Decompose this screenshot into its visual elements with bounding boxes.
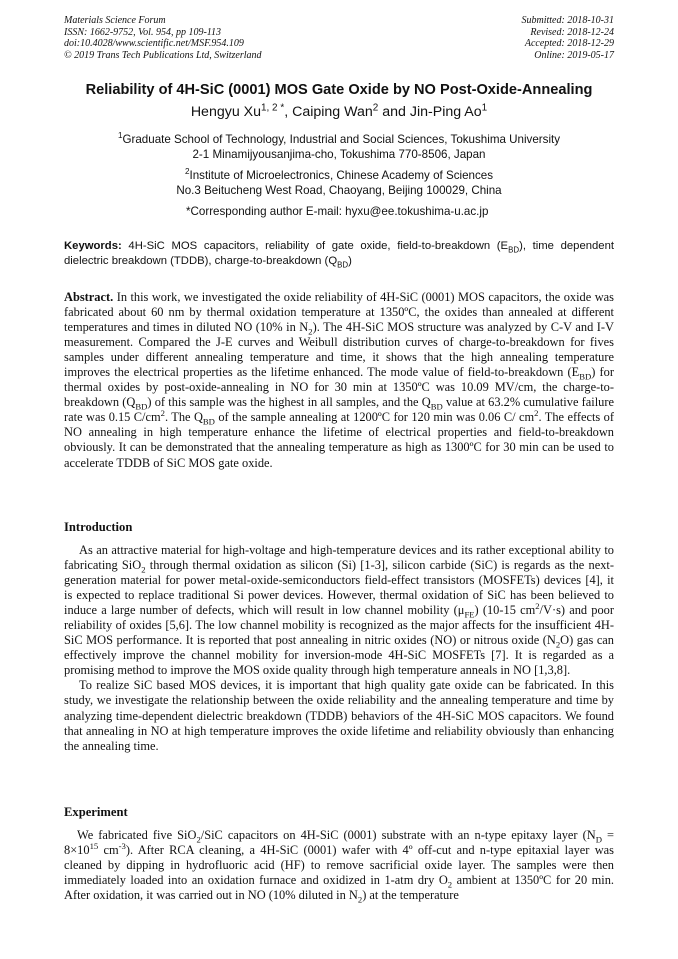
abstract-label: Abstract.: [64, 290, 114, 304]
keywords-text: 4H-SiC MOS capacitors, reliability of gate oxide, field-to-breakdown (E: [121, 240, 509, 252]
online-date: Online: 2019-05-17: [534, 49, 614, 61]
section-heading-experiment: Experiment: [64, 805, 128, 819]
abstract-text: of the sample annealing at 1200ºC for 120 min was 0.06 C/ cm: [214, 410, 535, 425]
affiliation-address: 2-1 Minamijyousanjima-cho, Tokushima 770-8506, Japan: [192, 148, 486, 161]
revised-date: Revised: 2018-12-24: [530, 26, 614, 38]
superscript: 2: [160, 408, 165, 419]
paragraph-text: As an attractive material for high-voltage and high-temperature devices and its rather exceptional ability to fabricating SiO: [64, 543, 614, 573]
subscript: BD: [430, 401, 443, 412]
accepted-date: Accepted: 2018-12-29: [524, 38, 614, 50]
subscript: BD: [508, 245, 520, 255]
paragraph-text: ). After RCA cleaning, a 4H-SiC (0001) wafer with 4º off-cut and n-type epitaxial layer was cleaned by dipping in hydrofluoric acid (HF) to remove sacrificial oxide layer. The samples were then immediately loaded into an oxidation furnace and oxidized in 1-atm dry O: [64, 843, 614, 888]
subscript: 2: [308, 326, 313, 337]
paragraph: [64, 828, 614, 903]
paragraph-text: /SiC capacitors on 4H-SiC (0001) substrate with an n-type epitaxy layer (N: [200, 828, 596, 842]
author-list: [0, 104, 678, 120]
copyright-line: © 2019 Trans Tech Publications Ltd, Switzerland: [64, 49, 262, 61]
abstract-block: [64, 290, 614, 471]
subscript: BD: [579, 371, 592, 382]
issn-line: ISSN: 1662-9752, Vol. 954, pp 109-113: [64, 26, 222, 38]
author-affiliation-mark: 1: [481, 102, 488, 114]
paragraph: To realize SiC based MOS devices, it is important that high quality gate oxide can be fabricated. In this study, we investigate the relationship between the oxide reliability and the annealing temperature and time by analyzing time-dependent dielectric breakdown (TDDB) behaviors of the 4H-SiC MOS capacitors. We found that annealing in NO at high temperature improves the oxide lifetime and reliability obviously than enhancing the annealing time.: [64, 678, 614, 753]
submitted-date: Submitted: 2018-10-31: [521, 15, 614, 26]
experiment-body: [64, 828, 614, 903]
abstract-text: ) for thermal oxides by post-oxide-annealing in NO for 30 min at 1350ºC was 10.09 MV/cm, the charge-to-breakdown (Q: [64, 365, 614, 410]
affiliation-institution: Institute of Microelectronics, Chinese Academy of Sciences: [189, 169, 494, 182]
author-name: Hengyu Xu: [190, 104, 262, 120]
paragraph-text: cm: [98, 843, 119, 858]
subscript: FE: [464, 609, 475, 620]
author-name: Caiping Wan: [292, 104, 373, 120]
keywords-label: Keywords:: [64, 240, 122, 252]
keywords-text: ), time dependent dielectric breakdown (TDDB), charge-to-breakdown (Q: [64, 240, 614, 267]
abstract-text: . The Q: [164, 410, 203, 425]
author-affiliation-mark: 2: [372, 102, 379, 114]
superscript: 2: [535, 601, 540, 612]
subscript: D: [595, 834, 602, 845]
author-separator: and: [378, 104, 410, 120]
paragraph-text: /V·s) and poor reliability of oxides [5,6]. The low channel mobility is recognized as the major affects for the insufficient 4H-SiC MOS performance. It is reported that post annealing in nitric oxides (NO) or nitrous oxide (N: [64, 603, 614, 648]
paragraph-text: ambient at 1350ºC for 20 min. After oxidation, it was carried out in NO (10% diluted in N: [64, 873, 614, 903]
paragraph: [64, 543, 614, 678]
section-heading-introduction: Introduction: [64, 520, 133, 534]
paragraph-text: through thermal oxidation as silicon (Si) [1-3], silicon carbide (SiC) is regards as the next-generation material for power metal-oxide-semiconductors field-effect transistors (MOSFETs) devices [4], it is expected to replace traditional Si power devices. However, thermal oxidation of SiC has been believed to induce a large number of defects, which will result in low channel mobility (μ: [64, 558, 615, 618]
superscript: 15: [89, 840, 99, 851]
paragraph-text: ) (10-15 cm: [474, 603, 536, 618]
keywords-text: ): [348, 255, 352, 267]
affiliation-1: [0, 132, 678, 162]
paper-title: Reliability of 4H-SiC (0001) MOS Gate Oxide by NO Post-Oxide-Annealing: [85, 82, 593, 98]
superscript: 2: [534, 408, 539, 419]
abstract-text: In this work, we investigated the oxide reliability of 4H-SiC (0001) MOS capacitors, the oxide was fabricated about 60 nm by thermal oxidation temperature at 1350ºC, the oxides than annealed at different temperatures and times in diluted NO (10% in N: [64, 290, 614, 335]
journal-name: Materials Science Forum: [64, 15, 166, 26]
introduction-body: [64, 543, 614, 754]
subscript: BD: [337, 260, 349, 270]
subscript: BD: [202, 416, 215, 427]
affiliation-address: No.3 Beitucheng West Road, Chaoyang, Beijing 100029, China: [176, 184, 502, 197]
subscript: 2: [141, 564, 146, 575]
subscript: 2: [357, 894, 363, 905]
journal-info-header: [64, 15, 262, 61]
paragraph-text: = 8×10: [64, 828, 614, 858]
subscript: BD: [135, 401, 148, 412]
keywords-block: [64, 239, 614, 269]
author-name: Jin-Ping Ao: [409, 104, 482, 120]
paragraph-text: O) gas can effectively improve the channel mobility for inversion-mode 4H-SiC MOSFETs [7]. It is regarded as a promising method to improve the MOS oxide quality through high temperature anneals in NO [1,3,8].: [64, 633, 615, 678]
abstract-text: ) of this sample was the highest in all samples, and the Q: [147, 395, 431, 410]
affiliation-institution: Graduate School of Technology, Industrial and Social Sciences, Tokushima University: [122, 133, 561, 146]
subscript: 2: [447, 879, 453, 890]
abstract-text: . The effects of NO annealing in high temperature enhance the lifetime of electrical properties and field-to-breakdown obviously. It can be demonstrated that the annealing temperature as high as 1300ºC for 30 min can be used to accelerate TDDB of SiC MOS gate oxide.: [64, 410, 614, 470]
doi-line: doi:10.4028/www.scientific.net/MSF.954.109: [64, 38, 244, 50]
subscript: 2: [196, 834, 201, 845]
corresponding-author: *Corresponding author E-mail: hyxu@ee.tokushima-u.ac.jp: [186, 205, 489, 218]
dates-header: [522, 15, 615, 61]
abstract-text: value at 63.2% cumulative failure rate was 0.15 C/cm: [64, 395, 614, 425]
abstract-text: ). The 4H-SiC MOS structure was analyzed by C-V and I-V measurement. Compared the J-E curves and Weibull distribution curves of charge-to-breakdown for fives samples under different annealing temperature and time, it shows that the high annealing temperature improves the electrical properties as the lifetime enhanced. The mode value of field-to-breakdown (E: [64, 320, 614, 380]
superscript: -3: [118, 840, 126, 851]
paragraph-text: ) at the temperature: [362, 888, 459, 903]
author-separator: ,: [284, 104, 293, 120]
affiliation-2: [0, 168, 678, 198]
author-affiliation-mark: 1, 2 *: [261, 102, 285, 114]
affiliation-mark: 1: [117, 131, 123, 141]
affiliation-mark: 2: [184, 167, 190, 177]
subscript: 2: [555, 639, 561, 650]
paragraph-text: We fabricated five SiO: [77, 828, 197, 842]
